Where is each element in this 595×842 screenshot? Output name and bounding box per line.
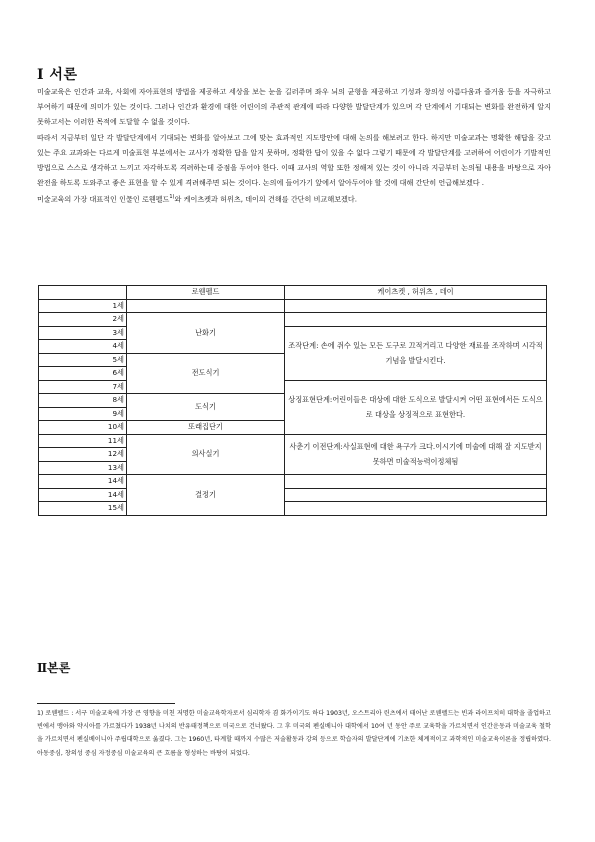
intro-paragraph-3-a: 미술교육의 가장 대표적인 인물인 로웬펠드 [37, 194, 170, 204]
footnote [37, 707, 551, 760]
stage-cell: 도식기 [127, 394, 285, 421]
age-cell: 6세 [39, 367, 127, 381]
stage-cell: 의사실기 [127, 434, 285, 475]
footnote-divider [37, 703, 175, 704]
header-age [39, 286, 127, 300]
stage-cell: 전도식기 [127, 353, 285, 394]
age-cell: 14세 [39, 488, 127, 502]
age-cell: 14세 [39, 475, 127, 489]
desc-cell: 상징표현단계:어린이들은 대상에 대한 도식으로 발달시켜 어떤 표현에서든 도식으로 대상을 상징적으로 표현한다. [285, 380, 547, 434]
age-cell: 4세 [39, 340, 127, 354]
development-stage-table [38, 285, 547, 516]
table-row [39, 380, 547, 394]
footnote-number: 1) [37, 710, 44, 717]
age-cell: 12세 [39, 448, 127, 462]
table-row [39, 434, 547, 448]
table-row [39, 475, 547, 489]
intro-paragraph-3-b: 와 케이츠켓과 허위츠, 데이의 견해를 간단히 비교해보겠다. [174, 194, 358, 204]
table-row [39, 299, 547, 313]
footnote-ref[interactable]: 1) [169, 194, 175, 201]
footnote-text: 로웬펠드 : 서구 미술교육에 가장 큰 영향을 미친 저명한 미술교육학자로서 심리학자 겸 화가이기도 하다 1903년, 오스트리아 린츠에서 태어난 로웬펠드는 빈과 라이프치히 대학을 졸업하고 빈에서 맹아와 약시아를 가르쳤다가 1938년 나치의 반유태정책으로 미국으로 건너왔다. 그 후 미국의 펜실베니아 대학에서 10여 년 동안 주로 교육학을 가르치면서 인간운동과 미술교육 철학을 가르치면서 펜실베이니아 주립대학으로 옮겼다. 그는 1960년, 타계할 때까지 수많은 저술활동과 강의 등으로 학습자의 발달단계에 기초한 체계적이고 과학적인 미술교육이론을 정립하였다. 아동중심, 창의성 중심 자정중심 미술교육의 큰 흐름을 형성하는 바탕이 되었다. [37, 710, 551, 757]
desc-cell [285, 488, 547, 502]
intro-paragraph-3 [37, 190, 551, 207]
age-cell: 3세 [39, 326, 127, 340]
desc-cell [285, 502, 547, 516]
desc-cell [285, 299, 547, 313]
header-lowenfeld: 로웬펠드 [127, 286, 285, 300]
intro-paragraph-2: 따라서 지금부터 일단 각 발달단계에서 기대되는 변화를 알아보고 그에 맞는 효과적인 지도방안에 대해 논의를 해보려고 한다. 하지만 미술교과는 명확한 해답을 갖고 있는 주요 교과와는 다르게 미술표현 부분에서는 교사가 정확한 답을 알지 못하며, 정확한 답이 있을 수 없다 그렇기 때문에 각 발달단계를 고려하여 어린이가 기발적인 방법으로 스스로 생각하고 느끼고 자각하도록 격려하는데 중점을 두어야 한다. 이때 교사의 역할 또한 정해져 있는 것이 아니라 지금부터 논의될 내용을 바탕으로 자아완전을 하도록 도와주고 좋은 표현을 할 수 있게 격려해주면 되는 것이다. 논의에 들어가기 앞에서 알아두어야 할 것에 대해 간단히 언급해보겠다 . [37, 132, 551, 188]
age-cell: 13세 [39, 461, 127, 475]
age-cell: 11세 [39, 434, 127, 448]
desc-cell [285, 313, 547, 327]
intro-paragraph-1: 미술교육은 인간과 교육, 사회에 자아표현의 방법을 제공하고 세상을 보는 눈을 길러주며 좌우 뇌의 균형을 제공하고 기성과 창의성 아름다움과 즐거움 등을 자극하고 부여하기 때문에 의미가 있는 것이다. 그러나 인간과 환경에 대한 어린이의 주관적 관계에 따라 다양한 발달단계가 있으며 각 단계에서 기대되는 변화를 완전하게 알지 못하고서는 이러한 목적에 도달할 수 없을 것이다. [37, 87, 552, 127]
age-cell: 15세 [39, 502, 127, 516]
table-row [39, 488, 547, 502]
age-cell: 5세 [39, 353, 127, 367]
table-row [39, 326, 547, 340]
stage-cell: 난화기 [127, 313, 285, 354]
desc-cell: 사춘기 이전단계:사실표현에 대한 욕구가 크다.이시기에 미술에 대해 잘 지도받지 못하면 미술적능력이정체됨 [285, 434, 547, 475]
section-2-heading: Ⅱ본론 [37, 661, 71, 675]
intro-text [37, 84, 551, 207]
stage-cell [127, 299, 285, 313]
desc-cell [285, 475, 547, 489]
desc-cell: 조작단계: 손에 쥐수 있는 모든 도구로 끄적거리고 다양한 재료를 조작하며 시각적 기념을 발달시킨다. [285, 326, 547, 380]
age-cell: 1세 [39, 299, 127, 313]
stage-cell: 또래집단기 [127, 421, 285, 435]
table-header-row [39, 286, 547, 300]
age-cell: 7세 [39, 380, 127, 394]
table-row [39, 313, 547, 327]
table-row [39, 502, 547, 516]
age-cell: 8세 [39, 394, 127, 408]
header-others: 케이츠켓 , 허위츠 , 데이 [285, 286, 547, 300]
age-cell: 9세 [39, 407, 127, 421]
age-cell: 2세 [39, 313, 127, 327]
age-cell: 10세 [39, 421, 127, 435]
stage-cell: 결정기 [127, 475, 285, 516]
section-1-heading: Ⅰ 서론 [37, 67, 78, 83]
